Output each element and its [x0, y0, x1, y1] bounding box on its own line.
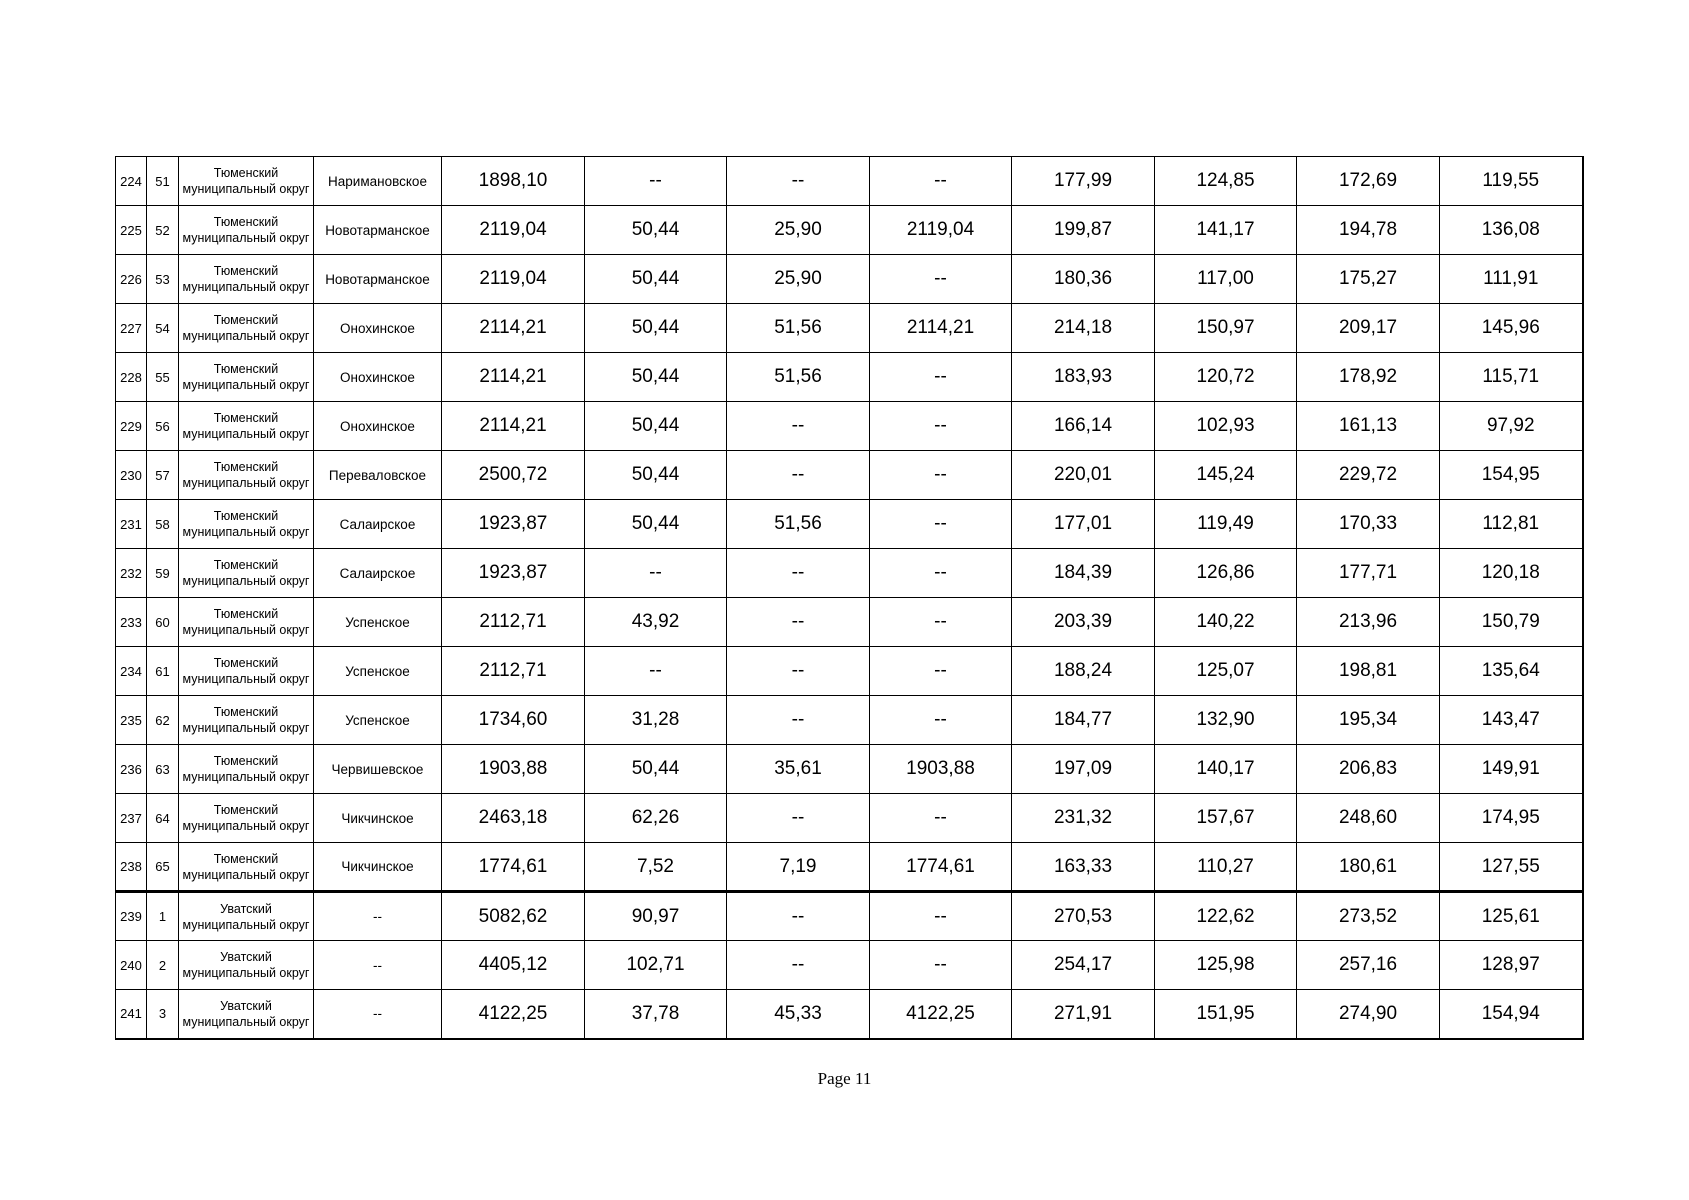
- value-cell-4: 2119,04: [870, 206, 1012, 255]
- district-cell: Тюменский муниципальный округ: [179, 402, 314, 451]
- value-cell-8: 154,94: [1440, 990, 1583, 1039]
- value-cell-4: --: [870, 794, 1012, 843]
- row-number-cell: 241: [116, 990, 147, 1039]
- value-cell-2: 62,26: [585, 794, 727, 843]
- value-cell-5: 270,53: [1012, 892, 1155, 941]
- value-cell-2: 50,44: [585, 451, 727, 500]
- value-cell-8: 127,55: [1440, 843, 1583, 892]
- value-cell-4: --: [870, 647, 1012, 696]
- sub-number-cell: 51: [147, 157, 179, 206]
- value-cell-8: 115,71: [1440, 353, 1583, 402]
- value-cell-7: 180,61: [1297, 843, 1440, 892]
- row-number-cell: 230: [116, 451, 147, 500]
- value-cell-2: 50,44: [585, 402, 727, 451]
- value-cell-7: 161,13: [1297, 402, 1440, 451]
- value-cell-5: 214,18: [1012, 304, 1155, 353]
- settlement-cell: Онохинское: [314, 402, 442, 451]
- value-cell-6: 141,17: [1155, 206, 1297, 255]
- value-cell-3: --: [727, 696, 870, 745]
- row-number-cell: 233: [116, 598, 147, 647]
- settlement-cell: Наримановское: [314, 157, 442, 206]
- value-cell-2: 50,44: [585, 304, 727, 353]
- value-cell-8: 154,95: [1440, 451, 1583, 500]
- sub-number-cell: 60: [147, 598, 179, 647]
- district-cell: Тюменский муниципальный округ: [179, 157, 314, 206]
- district-cell: Тюменский муниципальный округ: [179, 206, 314, 255]
- value-cell-5: 197,09: [1012, 745, 1155, 794]
- table-row: [116, 304, 1583, 353]
- row-number-cell: 232: [116, 549, 147, 598]
- settlement-cell: --: [314, 990, 442, 1039]
- settlement-cell: Успенское: [314, 647, 442, 696]
- settlement-cell: Червишевское: [314, 745, 442, 794]
- table-row: [116, 892, 1583, 941]
- settlement-cell: Чикчинское: [314, 794, 442, 843]
- sub-number-cell: 62: [147, 696, 179, 745]
- table-row: [116, 451, 1583, 500]
- district-cell: Уватский муниципальный округ: [179, 990, 314, 1039]
- value-cell-6: 132,90: [1155, 696, 1297, 745]
- district-cell: Тюменский муниципальный округ: [179, 647, 314, 696]
- district-cell: Тюменский муниципальный округ: [179, 696, 314, 745]
- sub-number-cell: 61: [147, 647, 179, 696]
- value-cell-8: 136,08: [1440, 206, 1583, 255]
- value-cell-5: 203,39: [1012, 598, 1155, 647]
- table-row: [116, 794, 1583, 843]
- value-cell-3: --: [727, 794, 870, 843]
- value-cell-6: 102,93: [1155, 402, 1297, 451]
- value-cell-6: 120,72: [1155, 353, 1297, 402]
- sub-number-cell: 54: [147, 304, 179, 353]
- sub-number-cell: 56: [147, 402, 179, 451]
- value-cell-8: 125,61: [1440, 892, 1583, 941]
- value-cell-6: 125,07: [1155, 647, 1297, 696]
- district-cell: Тюменский муниципальный округ: [179, 451, 314, 500]
- value-cell-7: 178,92: [1297, 353, 1440, 402]
- table-row: [116, 647, 1583, 696]
- sub-number-cell: 57: [147, 451, 179, 500]
- value-cell-2: 31,28: [585, 696, 727, 745]
- value-cell-1: 2112,71: [442, 647, 585, 696]
- sub-number-cell: 1: [147, 892, 179, 941]
- value-cell-3: --: [727, 941, 870, 990]
- value-cell-2: 50,44: [585, 255, 727, 304]
- value-cell-5: 177,99: [1012, 157, 1155, 206]
- value-cell-1: 4122,25: [442, 990, 585, 1039]
- value-cell-7: 175,27: [1297, 255, 1440, 304]
- settlement-cell: Успенское: [314, 598, 442, 647]
- value-cell-4: --: [870, 402, 1012, 451]
- value-cell-3: 25,90: [727, 206, 870, 255]
- sub-number-cell: 64: [147, 794, 179, 843]
- value-cell-7: 177,71: [1297, 549, 1440, 598]
- sub-number-cell: 55: [147, 353, 179, 402]
- value-cell-2: --: [585, 157, 727, 206]
- value-cell-5: 184,77: [1012, 696, 1155, 745]
- district-cell: Тюменский муниципальный округ: [179, 598, 314, 647]
- value-cell-2: 43,92: [585, 598, 727, 647]
- value-cell-3: 45,33: [727, 990, 870, 1039]
- value-cell-8: 149,91: [1440, 745, 1583, 794]
- sub-number-cell: 65: [147, 843, 179, 892]
- value-cell-7: 194,78: [1297, 206, 1440, 255]
- value-cell-5: 180,36: [1012, 255, 1155, 304]
- value-cell-2: 102,71: [585, 941, 727, 990]
- value-cell-6: 119,49: [1155, 500, 1297, 549]
- value-cell-5: 183,93: [1012, 353, 1155, 402]
- value-cell-4: --: [870, 451, 1012, 500]
- value-cell-4: 1903,88: [870, 745, 1012, 794]
- table-body: [116, 157, 1583, 1039]
- district-cell: Тюменский муниципальный округ: [179, 304, 314, 353]
- sub-number-cell: 59: [147, 549, 179, 598]
- row-number-cell: 231: [116, 500, 147, 549]
- row-number-cell: 225: [116, 206, 147, 255]
- value-cell-4: --: [870, 549, 1012, 598]
- value-cell-7: 206,83: [1297, 745, 1440, 794]
- value-cell-5: 184,39: [1012, 549, 1155, 598]
- value-cell-1: 4405,12: [442, 941, 585, 990]
- table-row: [116, 157, 1583, 206]
- value-cell-8: 112,81: [1440, 500, 1583, 549]
- value-cell-4: --: [870, 892, 1012, 941]
- value-cell-7: 229,72: [1297, 451, 1440, 500]
- page-number: Page 11: [817, 1069, 872, 1088]
- value-cell-6: 140,17: [1155, 745, 1297, 794]
- value-cell-8: 150,79: [1440, 598, 1583, 647]
- table-row: [116, 941, 1583, 990]
- settlement-cell: Успенское: [314, 696, 442, 745]
- value-cell-7: 213,96: [1297, 598, 1440, 647]
- district-cell: Уватский муниципальный округ: [179, 892, 314, 941]
- value-cell-1: 5082,62: [442, 892, 585, 941]
- row-number-cell: 226: [116, 255, 147, 304]
- sub-number-cell: 63: [147, 745, 179, 794]
- value-cell-3: --: [727, 549, 870, 598]
- value-cell-5: 188,24: [1012, 647, 1155, 696]
- table-row: [116, 745, 1583, 794]
- settlement-cell: Чикчинское: [314, 843, 442, 892]
- district-cell: Тюменский муниципальный округ: [179, 353, 314, 402]
- value-cell-4: --: [870, 500, 1012, 549]
- value-cell-3: 25,90: [727, 255, 870, 304]
- value-cell-5: 199,87: [1012, 206, 1155, 255]
- settlement-cell: Салаирское: [314, 500, 442, 549]
- table-row: [116, 549, 1583, 598]
- sub-number-cell: 2: [147, 941, 179, 990]
- value-cell-8: 145,96: [1440, 304, 1583, 353]
- value-cell-4: --: [870, 598, 1012, 647]
- district-cell: Тюменский муниципальный округ: [179, 255, 314, 304]
- value-cell-1: 2500,72: [442, 451, 585, 500]
- value-cell-1: 2112,71: [442, 598, 585, 647]
- row-number-cell: 239: [116, 892, 147, 941]
- value-cell-7: 273,52: [1297, 892, 1440, 941]
- value-cell-5: 166,14: [1012, 402, 1155, 451]
- value-cell-8: 143,47: [1440, 696, 1583, 745]
- value-cell-4: --: [870, 157, 1012, 206]
- district-cell: Тюменский муниципальный округ: [179, 549, 314, 598]
- value-cell-5: 163,33: [1012, 843, 1155, 892]
- value-cell-5: 177,01: [1012, 500, 1155, 549]
- value-cell-3: 51,56: [727, 500, 870, 549]
- row-number-cell: 229: [116, 402, 147, 451]
- value-cell-4: --: [870, 941, 1012, 990]
- district-cell: Уватский муниципальный округ: [179, 941, 314, 990]
- value-cell-3: --: [727, 647, 870, 696]
- value-cell-5: 254,17: [1012, 941, 1155, 990]
- table-row: [116, 598, 1583, 647]
- value-cell-3: --: [727, 598, 870, 647]
- settlement-cell: --: [314, 941, 442, 990]
- value-cell-6: 126,86: [1155, 549, 1297, 598]
- table-row: [116, 353, 1583, 402]
- row-number-cell: 235: [116, 696, 147, 745]
- value-cell-6: 117,00: [1155, 255, 1297, 304]
- value-cell-1: 1898,10: [442, 157, 585, 206]
- value-cell-2: 90,97: [585, 892, 727, 941]
- value-cell-2: 7,52: [585, 843, 727, 892]
- value-cell-1: 1923,87: [442, 500, 585, 549]
- value-cell-8: 128,97: [1440, 941, 1583, 990]
- value-cell-6: 124,85: [1155, 157, 1297, 206]
- row-number-cell: 237: [116, 794, 147, 843]
- value-cell-3: --: [727, 451, 870, 500]
- value-cell-6: 125,98: [1155, 941, 1297, 990]
- value-cell-3: --: [727, 892, 870, 941]
- value-cell-1: 1774,61: [442, 843, 585, 892]
- value-cell-2: --: [585, 549, 727, 598]
- table-row: [116, 206, 1583, 255]
- value-cell-5: 271,91: [1012, 990, 1155, 1039]
- district-cell: Тюменский муниципальный округ: [179, 745, 314, 794]
- value-cell-3: --: [727, 157, 870, 206]
- value-cell-1: 2114,21: [442, 304, 585, 353]
- value-cell-6: 157,67: [1155, 794, 1297, 843]
- value-cell-2: 50,44: [585, 353, 727, 402]
- value-cell-4: --: [870, 353, 1012, 402]
- value-cell-2: 50,44: [585, 206, 727, 255]
- value-cell-2: --: [585, 647, 727, 696]
- value-cell-8: 174,95: [1440, 794, 1583, 843]
- row-number-cell: 240: [116, 941, 147, 990]
- value-cell-7: 274,90: [1297, 990, 1440, 1039]
- sub-number-cell: 52: [147, 206, 179, 255]
- table-row: [116, 402, 1583, 451]
- value-cell-1: 2114,21: [442, 402, 585, 451]
- value-cell-5: 231,32: [1012, 794, 1155, 843]
- table-row: [116, 255, 1583, 304]
- value-cell-3: 51,56: [727, 353, 870, 402]
- settlement-cell: Переваловское: [314, 451, 442, 500]
- value-cell-6: 145,24: [1155, 451, 1297, 500]
- district-cell: Тюменский муниципальный округ: [179, 843, 314, 892]
- value-cell-8: 119,55: [1440, 157, 1583, 206]
- value-cell-1: 2119,04: [442, 255, 585, 304]
- value-cell-1: 2119,04: [442, 206, 585, 255]
- value-cell-6: 110,27: [1155, 843, 1297, 892]
- settlement-cell: Салаирское: [314, 549, 442, 598]
- value-cell-7: 209,17: [1297, 304, 1440, 353]
- value-cell-7: 170,33: [1297, 500, 1440, 549]
- table-row: [116, 990, 1583, 1039]
- value-cell-8: 120,18: [1440, 549, 1583, 598]
- value-cell-7: 195,34: [1297, 696, 1440, 745]
- settlement-cell: Новотарманское: [314, 206, 442, 255]
- value-cell-7: 257,16: [1297, 941, 1440, 990]
- value-cell-2: 37,78: [585, 990, 727, 1039]
- value-cell-4: 2114,21: [870, 304, 1012, 353]
- value-cell-4: --: [870, 255, 1012, 304]
- district-cell: Тюменский муниципальный округ: [179, 794, 314, 843]
- row-number-cell: 227: [116, 304, 147, 353]
- value-cell-7: 198,81: [1297, 647, 1440, 696]
- value-cell-3: 35,61: [727, 745, 870, 794]
- value-cell-3: 7,19: [727, 843, 870, 892]
- value-cell-4: 4122,25: [870, 990, 1012, 1039]
- table-row: [116, 843, 1583, 892]
- row-number-cell: 228: [116, 353, 147, 402]
- value-cell-8: 97,92: [1440, 402, 1583, 451]
- settlement-cell: --: [314, 892, 442, 941]
- value-cell-4: --: [870, 696, 1012, 745]
- value-cell-6: 122,62: [1155, 892, 1297, 941]
- table-row: [116, 500, 1583, 549]
- value-cell-1: 1903,88: [442, 745, 585, 794]
- value-cell-1: 2463,18: [442, 794, 585, 843]
- value-cell-1: 1734,60: [442, 696, 585, 745]
- value-cell-2: 50,44: [585, 500, 727, 549]
- settlement-cell: Онохинское: [314, 304, 442, 353]
- settlement-cell: Новотарманское: [314, 255, 442, 304]
- value-cell-3: 51,56: [727, 304, 870, 353]
- district-cell: Тюменский муниципальный округ: [179, 500, 314, 549]
- row-number-cell: 238: [116, 843, 147, 892]
- tariff-table: [115, 156, 1584, 1040]
- value-cell-8: 135,64: [1440, 647, 1583, 696]
- value-cell-6: 151,95: [1155, 990, 1297, 1039]
- row-number-cell: 236: [116, 745, 147, 794]
- value-cell-4: 1774,61: [870, 843, 1012, 892]
- value-cell-1: 1923,87: [442, 549, 585, 598]
- value-cell-5: 220,01: [1012, 451, 1155, 500]
- value-cell-6: 150,97: [1155, 304, 1297, 353]
- value-cell-8: 111,91: [1440, 255, 1583, 304]
- value-cell-3: --: [727, 402, 870, 451]
- row-number-cell: 224: [116, 157, 147, 206]
- value-cell-1: 2114,21: [442, 353, 585, 402]
- sub-number-cell: 53: [147, 255, 179, 304]
- row-number-cell: 234: [116, 647, 147, 696]
- value-cell-2: 50,44: [585, 745, 727, 794]
- sub-number-cell: 58: [147, 500, 179, 549]
- sub-number-cell: 3: [147, 990, 179, 1039]
- value-cell-6: 140,22: [1155, 598, 1297, 647]
- value-cell-7: 248,60: [1297, 794, 1440, 843]
- settlement-cell: Онохинское: [314, 353, 442, 402]
- value-cell-7: 172,69: [1297, 157, 1440, 206]
- table-row: [116, 696, 1583, 745]
